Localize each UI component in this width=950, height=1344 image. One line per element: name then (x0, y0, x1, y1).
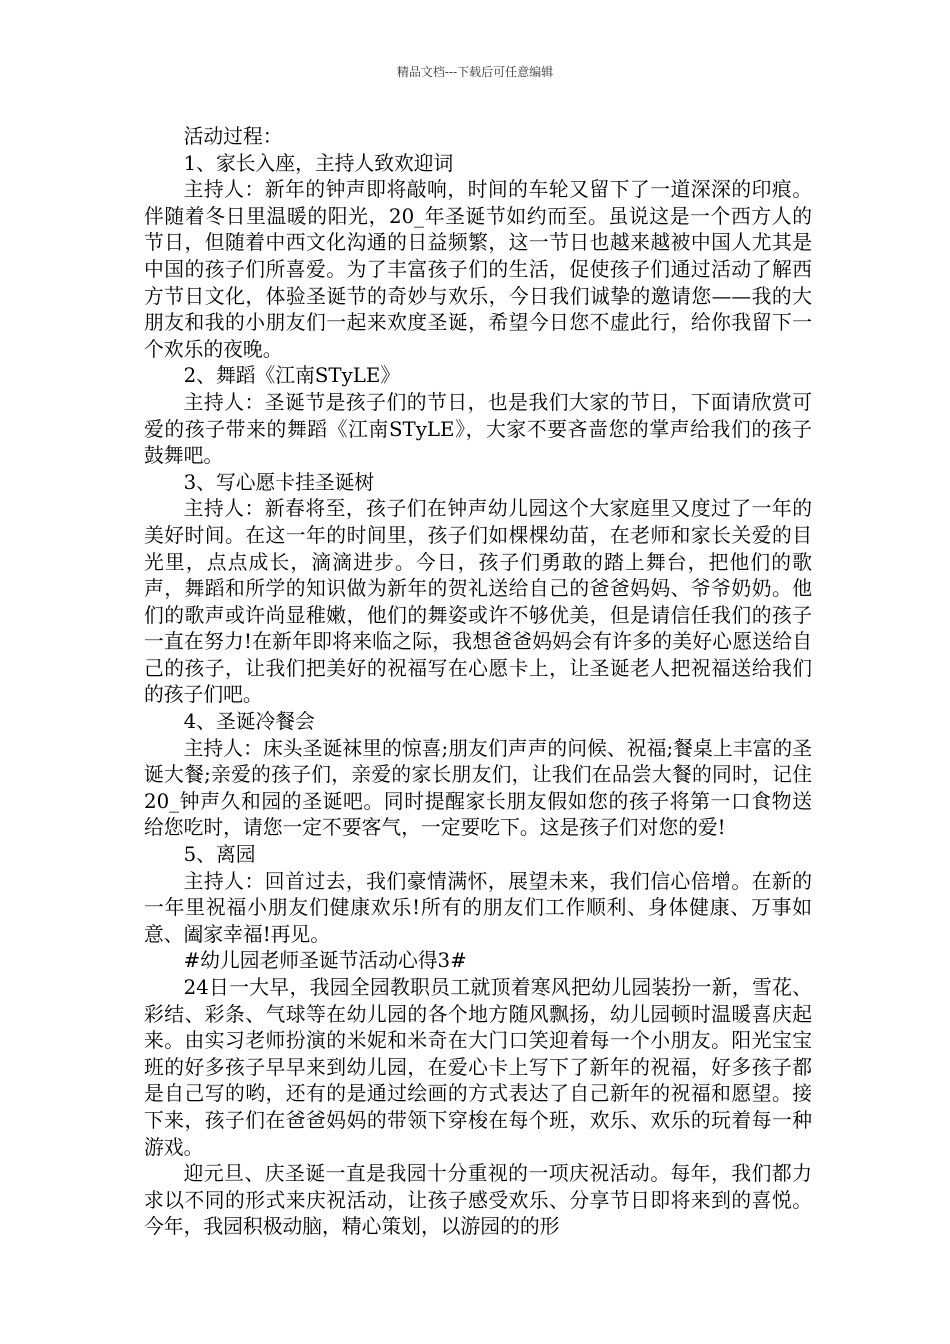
paragraph-host-farewell: 主持人：回首过去，我们豪情满怀，展望未来，我们信心倍增。在新的一年里祝福小朋友们健康欢乐!所有的朋友们工作顺利、身体健康、万事如意、阖家幸福!再见。 (144, 869, 812, 946)
paragraph-activity-process: 活动过程： (183, 125, 283, 148)
paragraph-article-1: 24日一大早，我园全园教职员工就顶着寒风把幼儿园装扮一新，雪花、彩结、彩条、气球等在幼儿园的各个地方随风飘扬，幼儿园顿时温暖喜庆起来。由实习老师扮演的米妮和米奇在大门口笑迎着每一个小朋友。阳光宝宝班的好多孩子早早来到幼儿园，在爱心卡上写下了新年的祝福，好多孩子都是自己写的哟，还有的是通过绘画的方式表达了自己新年的祝福和愿望。接下来，孩子们在爸爸妈妈的带领下穿梭在每个班，欢乐、欢乐的玩着每一种游戏。 (144, 976, 812, 1159)
paragraph-host-dance: 主持人：圣诞节是孩子们的节日，也是我们大家的节日，下面请欣赏可爱的孩子带来的舞蹈《江南STyLE》，大家不要吝啬您的掌声给我们的孩子鼓舞吧。 (144, 390, 812, 468)
article-title: #幼儿园老师圣诞节活动心得3# (183, 949, 467, 973)
page-header: 精品文档---下载后可任意编辑 (396, 65, 554, 79)
paragraph-host-wish-card: 主持人：新春将至，孩子们在钟声幼儿园这个大家庭里又度过了一年的美好时间。在这一年的时间里，孩子们如棵棵幼苗，在老师和家长关爱的目光里，点点成长，滴滴进步。今日，孩子们勇敢的踏上舞台，把他们的歌声，舞蹈和所学的知识做为新年的贺礼送给自己的爸爸妈妈、爷爷奶奶。他们的歌声或许尚显稚嫩，他们的舞姿或许不够优美，但是请信任我们的孩子一直在努力!在新年即将来临之际，我想爸爸妈妈会有许多的美好心愿送给自己的孩子，让我们把美好的祝福写在心愿卡上，让圣诞老人把祝福送给我们的孩子们吧。 (144, 497, 812, 707)
paragraph-article-2: 迎元旦、庆圣诞一直是我园十分重视的一项庆祝活动。每年，我们都力求以不同的形式来庆祝活动，让孩子感受欢乐、分享节日即将来到的喜悦。今年，我园积极动脑，精心策划，以游园的的形 (144, 1162, 812, 1239)
section-heading-5: 5、离园 (183, 843, 256, 867)
document-body (144, 124, 812, 1241)
section-heading-2: 2、舞蹈《江南STyLE》 (183, 364, 401, 388)
paragraph-host-welcome: 主持人：新年的钟声即将敲响，时间的车轮又留下了一道深深的印痕。伴随着冬日里温暖的阳光，20_年圣诞节如约而至。虽说这是一个西方人的节日，但随着中西文化沟通的日益频繁，这一节日也越来越被中国人尤其是中国的孩子们所喜爱。为了丰富孩子们的生活，促使孩子们通过活动了解西方节日文化，体验圣诞节的奇妙与欢乐，今日我们诚挚的邀请您——我的大朋友和我的小朋友们一起来欢度圣诞，希望今日您不虚此行，给你我留下一个欢乐的夜晚。 (144, 178, 812, 361)
section-heading-4: 4、圣诞冷餐会 (183, 710, 315, 734)
section-heading-1: 1、家长入座，主持人致欢迎词 (183, 151, 454, 175)
paragraph-host-buffet: 主持人：床头圣诞袜里的惊喜;朋友们声声的问候、祝福;餐桌上丰富的圣诞大餐;亲爱的孩子们，亲爱的家长朋友们，让我们在品尝大餐的同时，记住20_钟声久和园的圣诞吧。同时提醒家长朋友假如您的孩子将第一口食物送给您吃时，请您一定不要客气，一定要吃下。这是孩子们对您的爱! (144, 736, 812, 840)
section-heading-3: 3、写心愿卡挂圣诞树 (183, 470, 375, 494)
